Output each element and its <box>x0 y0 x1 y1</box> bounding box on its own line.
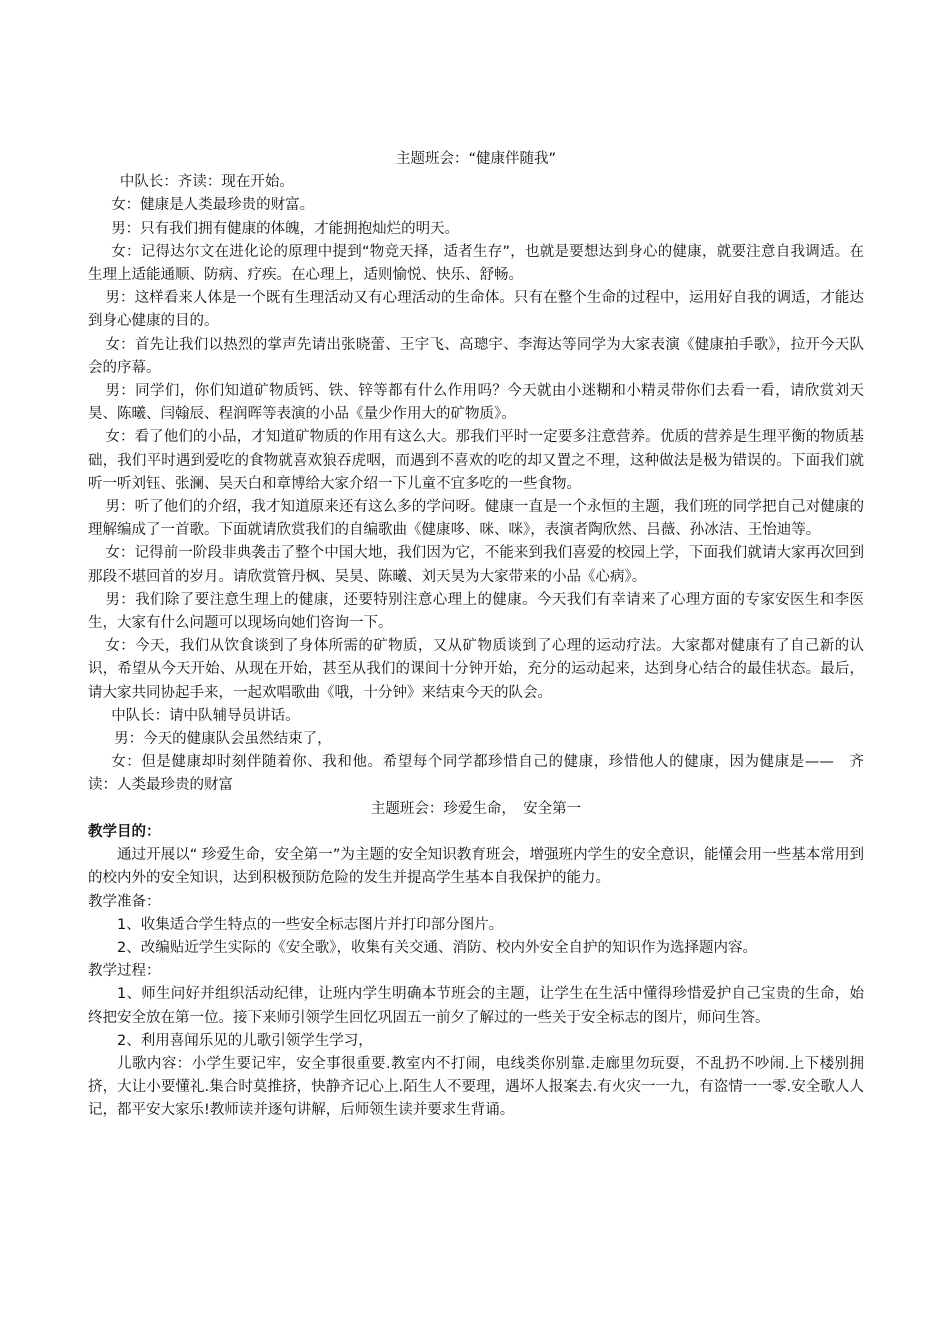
process-heading: 教学过程： <box>88 963 161 980</box>
paragraph: 男：同学们，你们知道矿物质钙、铁、锌等都有什么作用吗？今天就由小迷糊和小精灵带你们去看一看，请欣赏刘天昊、陈曦、闫翰辰、程润晖等表演的小品《量少作用大的矿物质》。 <box>88 383 864 423</box>
paragraph: 男：听了他们的介绍，我才知道原来还有这么多的学问呀。健康一直是一个永恒的主题，我们班的同学把自己对健康的理解编成了一首歌。下面就请欣赏我们的自编歌曲《健康哆、咪、咪》，表演者陶欣然、吕薇、孙冰洁、王怡迪等。 <box>88 499 864 539</box>
prep-item: 1、收集适合学生特点的一些安全标志图片并打印部分图片。 <box>117 916 504 933</box>
paragraph: 女：但是健康却时刻伴随着你、我和他。希望每个同学都珍惜自己的健康，珍惜他人的健康，因为健康是—— 齐读：人类最珍贵的财富 <box>88 754 864 794</box>
paragraph: 中队长：齐读：现在开始。 <box>119 174 294 191</box>
paragraph: 男：今天的健康队会虽然结束了， <box>114 731 332 748</box>
paragraph: 中队长：请中队辅导员讲话。 <box>111 707 300 724</box>
paragraph: 女：首先让我们以热烈的掌声先请出张晓蕾、王宇飞、高璁宇、李海达等同学为大家表演《健康拍手歌》，拉开今天队会的序幕。 <box>88 336 864 376</box>
goal-text: 通过开展以“ 珍爱生命，安全第一”为主题的安全知识教育班会，增强班内学生的安全意识，能懂会用一些基本常用到的校内外的安全知识，达到积极预防危险的发生并提高学生基本自我保护的能力。 <box>88 847 864 887</box>
paragraph: 男：我们除了要注意生理上的健康，还要特别注意心理上的健康。今天我们有幸请来了心理方面的专家安医生和李医生，大家有什么问题可以现场向她们咨询一下。 <box>88 591 864 632</box>
process-item: 2、利用喜闻乐见的儿歌引领学生学习， <box>117 1032 373 1049</box>
paragraph: 女：记得达尔文在进化论的原理中提到“物竞天择，适者生存”，也就是要想达到身心的健康，就要注意自我调适。在生理上适能通顺、防病、疗疾。在心理上，适则愉悦、快乐、舒畅。 <box>88 243 864 284</box>
prep-item: 2、改编贴近学生实际的《安全歌》，收集有关交通、消防、校内外安全自护的知识作为选择题内容。 <box>117 939 757 956</box>
paragraph: 男：只有我们拥有健康的体魄，才能拥抱灿烂的明天。 <box>111 220 460 237</box>
prep-heading: 教学准备： <box>88 893 161 910</box>
paragraph: 女：健康是人类最珍贵的财富。 <box>111 197 315 214</box>
paragraph: 女：今天，我们从饮食谈到了身体所需的矿物质，又从矿物质谈到了心理的运动疗法。大家都对健康有了自己新的认识，希望从今天开始、从现在开始，甚至从我们的课间十分钟开始，充分的运动起来，达到身心结合的最佳状态。最后，请大家共同协起手来，一起欢唱歌曲《哦，十分钟》来结束今天的队会。 <box>88 638 864 701</box>
section2-title: 主题班会：珍爱生命， 安全第一 <box>370 800 582 817</box>
section1-title: 主题班会：“健康伴随我” <box>395 151 557 167</box>
goal-heading: 教学目的： <box>88 823 161 840</box>
process-item: 儿歌内容：小学生要记牢，安全事很重要.教室内不打闹，电线类你别靠.走廊里勿玩耍，不乱扔不吵闹.上下楼别拥挤，大让小要懂礼.集合时莫推挤，快静齐记心上.陌生人不要理，遇坏人报案去.有火灾一一九，有盗情一一零.安全歌人人记，都平安大家乐!教师读并逐句讲解，后师领生读并要求生背诵。 <box>88 1055 864 1119</box>
process-item: 1、师生问好并组织活动纪律，让班内学生明确本节班会的主题，让学生在生活中懂得珍惜爱护自己宝贵的生命，始终把安全放在第一位。接下来师引领学生回忆巩固五一前夕了解过的一些关于安全标志的图片，师问生答。 <box>88 986 864 1026</box>
document-page <box>88 148 864 1123</box>
paragraph: 男：这样看来人体是一个既有生理活动又有心理活动的生命体。只有在整个生命的过程中，运用好自我的调适，才能达到身心健康的目的。 <box>88 290 864 330</box>
paragraph: 女：记得前一阶段非典袭击了整个中国大地，我们因为它，不能来到我们喜爱的校园上学，下面我们就请大家再次回到那段不堪回首的岁月。请欣赏管丹枫、吴昊、陈曦、刘天昊为大家带来的小品《心病》。 <box>88 545 864 585</box>
paragraph: 女：看了他们的小品，才知道矿物质的作用有这么大。那我们平时一定要多注意营养。优质的营养是生理平衡的物质基础，我们平时遇到爱吃的食物就喜欢狼吞虎咽，而遇到不喜欢的吃的却又置之不理，这种做法是极为错误的。下面我们就听一听刘钰、张澜、吴天白和章博给大家介绍一下儿童不宜多吃的一些食物。 <box>88 429 864 492</box>
